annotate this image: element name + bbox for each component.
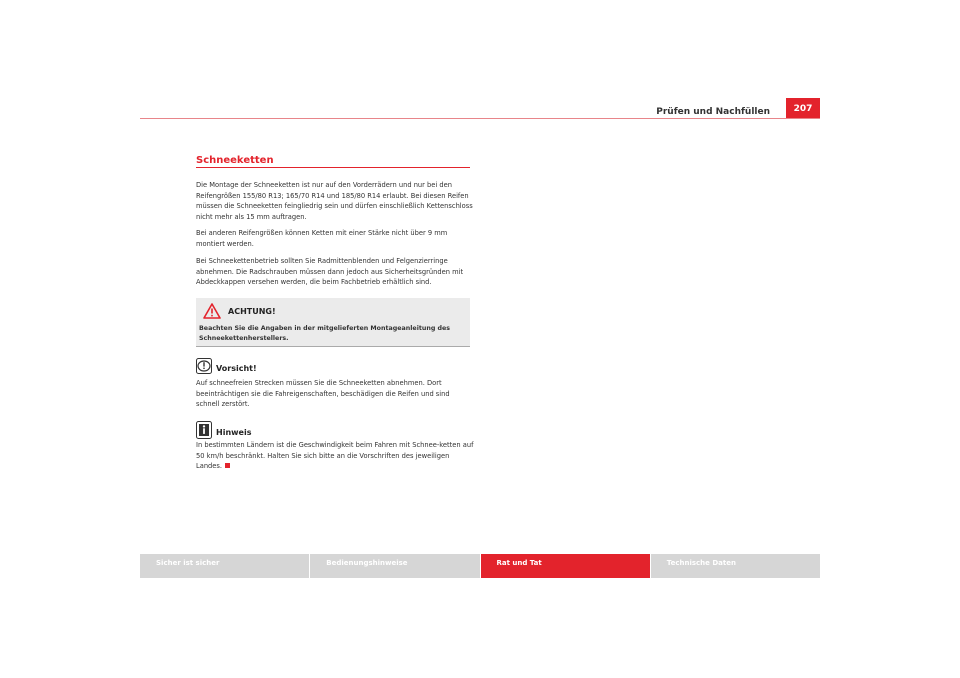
warning-triangle-icon <box>203 303 221 319</box>
caution-heading: Vorsicht! <box>216 364 257 373</box>
info-icon <box>196 421 212 439</box>
warning-box <box>196 298 470 347</box>
paragraph: Bei anderen Reifengrößen können Ketten mit einer Stärke nicht über 9 mm montiert werden. <box>196 229 448 248</box>
footer-tab-technische-daten[interactable]: Technische Daten <box>651 554 820 578</box>
warning-heading: ACHTUNG! <box>228 307 276 316</box>
footer-nav <box>140 554 820 578</box>
end-of-section-icon <box>225 463 230 468</box>
header-title: Prüfen und Nachfüllen <box>656 107 770 117</box>
footer-tab-rat-und-tat[interactable]: Rat und Tat <box>481 554 650 578</box>
section-title: Schneeketten <box>196 155 274 166</box>
paragraph: Bei Schneekettenbetrieb sollten Sie Radmittenblenden und Felgenzierringe abnehmen. Die Radschrauben müssen dann jedoch aus Sicherheitsgründen mit Abdeckkappen versehen werden, die beim Fachbetrieb erhältlich sind. <box>196 257 464 287</box>
caution-icon <box>196 358 212 374</box>
page-number: 207 <box>786 98 820 118</box>
section-rule <box>196 167 470 168</box>
paragraph: Die Montage der Schneeketten ist nur auf den Vorderrädern und nur bei den Reifengrößen 155/80 R13; 165/70 R14 und 185/80 R14 erlaubt. Bei diesen Reifen müssen die Schneeketten feingliedrig sein und dürfen einschließlich Kettenschloss nicht mehr als 15 mm auftragen. <box>196 181 473 221</box>
footer-tab-sicher-ist-sicher[interactable]: Sicher ist sicher <box>140 554 309 578</box>
warning-text: Beachten Sie die Angaben in der mitgelieferten Montageanleitung des Schneekettenherstellers. <box>199 325 451 342</box>
hint-body: In bestimmten Ländern ist die Geschwindigkeit beim Fahren mit Schnee-ketten auf 50 km/h beschränkt. Halten Sie sich bitte an die Vorschriften des jeweiligen Landes. <box>196 441 474 471</box>
footer-tab-bedienungshinweise[interactable]: Bedienungshinweise <box>310 554 479 578</box>
hint-text <box>196 440 474 472</box>
caution-text: Auf schneefreien Strecken müssen Sie die Schneeketten abnehmen. Dort beeinträchtigen sie die Fahreigenschaften, beschädigen die Reifen und sind schnell zerstört. <box>196 379 450 409</box>
hint-heading: Hinweis <box>216 428 252 437</box>
header-rule <box>140 118 820 119</box>
